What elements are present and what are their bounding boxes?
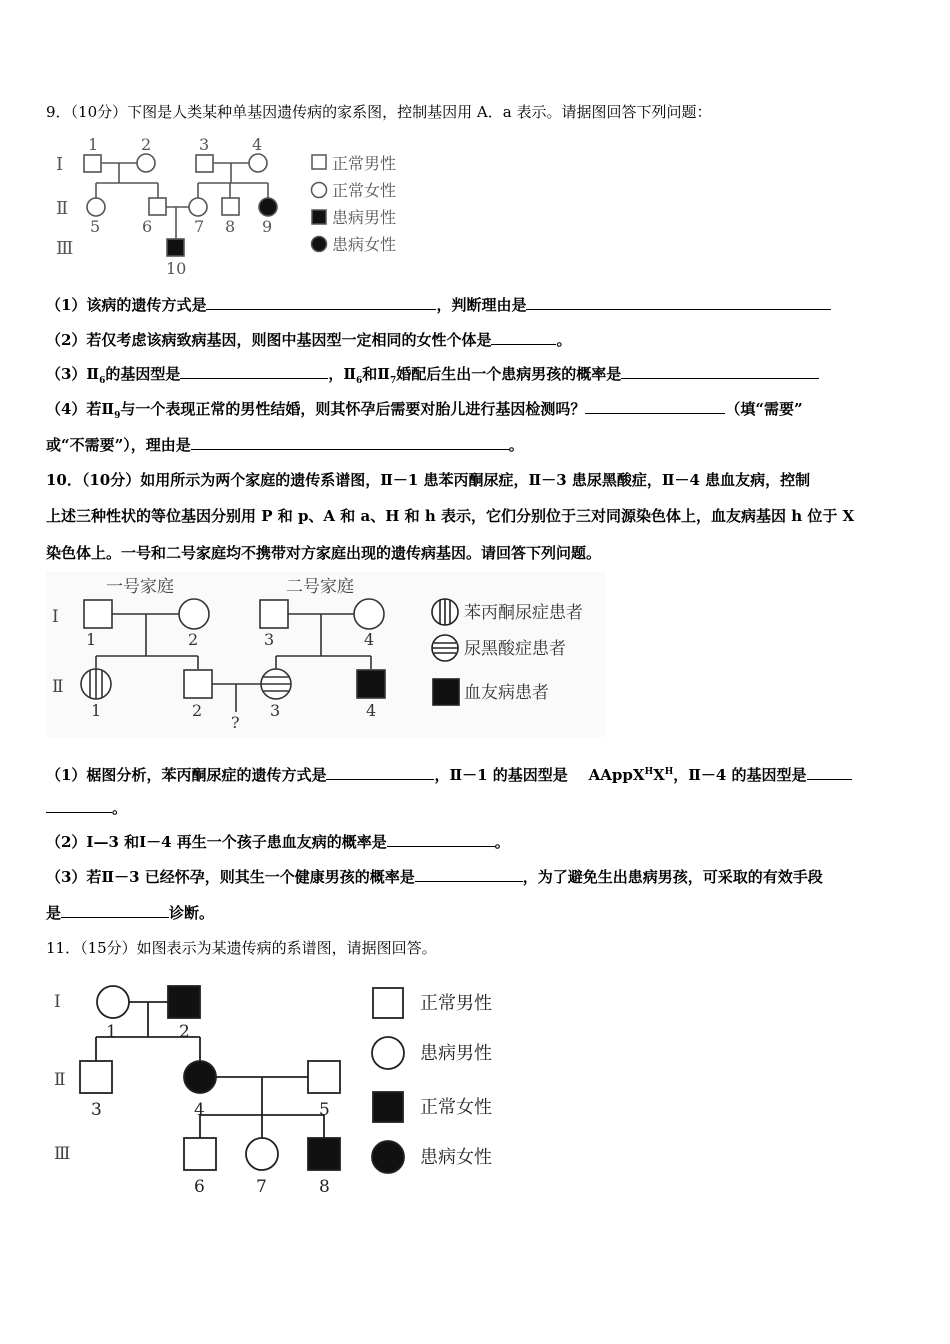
q11-legend-affected-female-icon (372, 1141, 404, 1173)
q10-gen-II: Ⅱ (52, 677, 64, 697)
q9-legend-normal-male-icon (312, 155, 326, 169)
q10-line1: 10．（10分）如用所示为两个家庭的遗传系谱图，Ⅱ－1 患苯丙酮尿症，Ⅱ－3 患尿黑酸症，Ⅱ－4 患血友病，控制 (46, 471, 811, 489)
q11-ind-3 (80, 1061, 112, 1093)
q9-label-1: 1 (88, 135, 99, 154)
q10-label-II-1: 1 (91, 701, 102, 720)
q10-pedigree (46, 572, 606, 737)
q10-label-II-3: 3 (270, 701, 281, 720)
q10-legend-hemophilia-icon (433, 679, 459, 705)
q10-I-2 (179, 599, 209, 629)
q11-gen-I: Ⅰ (54, 992, 61, 1012)
q11-ind-6 (184, 1138, 216, 1170)
q9-sub4-cont: 或“不需要”），理由是 。 (46, 436, 524, 454)
q11-header: 11．（15分）如图表示为某遗传病的系谱图，请据图回答。 (46, 939, 437, 957)
q10-I-3 (260, 600, 288, 628)
q10-sub1: （1）椐图分析，苯丙酮尿症的遗传方式是 ，Ⅱ－1 的基因型是 $AAppX^HX^H$，Ⅱ－4 的基因型是 (46, 762, 852, 785)
q11-gen-III: Ⅲ (54, 1144, 71, 1164)
q11-ind-8 (308, 1138, 340, 1170)
q9-ind-6 (149, 198, 166, 215)
q11-label-4: 4 (194, 1100, 205, 1120)
q9-legend-normal-female-icon (312, 183, 327, 198)
q9-ind-10 (167, 239, 184, 256)
q11-label-5: 5 (319, 1100, 330, 1120)
q10-sub2: （2）Ⅰ—3 和Ⅰ－4 再生一个孩子患血友病的概率是 。 (46, 833, 510, 851)
q11-label-7: 7 (256, 1177, 267, 1197)
q9-legend-affected-female: 患病女性 (332, 235, 397, 254)
q10-legend-hemophilia: 血友病患者 (464, 683, 549, 703)
q9-blank-6[interactable] (585, 399, 725, 414)
q10-II-4 (357, 670, 385, 698)
q11-legend-normal-male: 正常男性 (420, 993, 492, 1014)
q10-family2-title: 二号家庭 (286, 577, 354, 597)
q9-legend-affected-male: 患病男性 (332, 208, 397, 227)
q11-ind-7 (246, 1138, 278, 1170)
q9-ind-4 (249, 154, 267, 172)
q11-legend-affected-female: 患病女性 (420, 1147, 492, 1168)
q9-ind-5 (87, 198, 105, 216)
q9-label-2: 2 (141, 135, 152, 154)
q9-legend-affected-female-icon (312, 237, 327, 252)
q9-sub3: $(3)Ⅱ_6$的基因型是 ，$Ⅱ_6$和$Ⅱ_7$婚配后生出一个患病男孩的概率是 (46, 364, 819, 391)
q9-ind-2 (137, 154, 155, 172)
q9-sub1: （1）该病的遗传方式是 ，判断理由是 (46, 295, 831, 315)
q10-I-4 (354, 599, 384, 629)
q10-II-2 (184, 670, 212, 698)
q9-ind-1 (84, 155, 101, 172)
q11-ind-5 (308, 1061, 340, 1093)
q9-header: 9．（10分）下图是人类某种单基因遗传病的家系图，控制基因用 A．a 表示。请据图回答下列问题： (46, 103, 712, 121)
q11-pedigree (46, 975, 526, 1205)
q10-blank-2[interactable] (807, 765, 852, 780)
q11-label-8: 8 (319, 1177, 330, 1197)
q10-blank-5[interactable] (61, 903, 169, 918)
q10-sub3-cont: 是 诊断。 (46, 904, 215, 922)
q11-label-2: 2 (179, 1022, 190, 1042)
q9-legend-affected-male-icon (312, 210, 326, 224)
q9-legend-normal-male: 正常男性 (332, 154, 397, 173)
q11-label-1: 1 (106, 1022, 117, 1042)
q10-label-II-2: 2 (192, 701, 203, 720)
q10-line2: 上述三种性状的等位基因分别用 P 和 p、A 和 a、H 和 h 表示，它们分别位于三对同源染色体上，血友病基因 h 位于 X (46, 507, 855, 525)
q11-ind-2 (168, 986, 200, 1018)
q11-legend-affected-male-icon (372, 1037, 404, 1069)
q9-ind-8 (222, 198, 239, 215)
q11-legend-normal-female-icon (373, 1092, 403, 1122)
q9-label-10: 10 (166, 259, 187, 278)
q9-ind-9 (259, 198, 277, 216)
q10-blank-1[interactable] (326, 765, 434, 780)
q9-sub4: （4）若$Ⅱ_9$与一个表现正常的男性结婚，则其怀孕后需要对胎儿进行基因检测吗？ （填“需要” (46, 400, 803, 421)
q9-blank-3[interactable] (491, 330, 556, 345)
q9-blank-4[interactable] (180, 364, 328, 379)
q9-blank-1[interactable] (206, 295, 436, 310)
q9-ind-7 (189, 198, 207, 216)
q10-legend-alkaptonuria: 尿黑酸症患者 (464, 639, 566, 659)
q11-gen-II: Ⅱ (54, 1070, 66, 1090)
q10-legend-pku: 苯丙酮尿症患者 (464, 603, 583, 623)
q9-label-5: 5 (90, 217, 101, 236)
q9-gen-III: Ⅲ (56, 238, 74, 259)
q11-legend-normal-male-icon (373, 988, 403, 1018)
q9-legend-normal-female: 正常女性 (332, 181, 397, 200)
q11-legend-normal-female: 正常女性 (420, 1097, 492, 1118)
q10-I-1 (84, 600, 112, 628)
q9-blank-5[interactable] (621, 364, 819, 379)
q9-label-3: 3 (199, 135, 210, 154)
q9-gen-II: Ⅱ (56, 198, 69, 219)
q10-label-I-1: 1 (86, 630, 97, 649)
q9-pedigree (46, 132, 446, 282)
q11-ind-4 (184, 1061, 216, 1093)
q10-blank-3[interactable] (387, 832, 495, 847)
q10-line3: 染色体上。一号和二号家庭均不携带对方家庭出现的遗传病基因。请回答下列问题。 (46, 544, 602, 562)
q11-label-3: 3 (91, 1100, 102, 1120)
q10-label-II-4: 4 (366, 701, 377, 720)
q10-label-I-4: 4 (364, 630, 375, 649)
q9-sub2: （2）若仅考虑该病致病基因，则图中基因型一定相同的女性个体是 。 (46, 331, 572, 349)
q10-blank-2b[interactable] (46, 798, 112, 813)
q11-legend-affected-male: 患病男性 (420, 1043, 492, 1064)
q9-label-7: 7 (194, 217, 205, 236)
q9-label-6: 6 (142, 217, 153, 236)
q9-label-8: 8 (225, 217, 236, 236)
q10-unknown-child: ? (231, 713, 240, 732)
q10-blank-4[interactable] (415, 867, 523, 882)
q10-label-I-3: 3 (264, 630, 275, 649)
q10-sub3: （3）若Ⅱ－3 已经怀孕，则其生一个健康男孩的概率是 ，为了避免生出患病男孩，可采取的有效手段 (46, 868, 823, 886)
q9-blank-7[interactable] (191, 435, 509, 450)
q9-label-9: 9 (262, 217, 273, 236)
q10-family1-title: 一号家庭 (106, 577, 174, 597)
q10-gen-I: Ⅰ (52, 607, 59, 627)
q9-blank-2[interactable] (526, 295, 831, 310)
q10-label-I-2: 2 (188, 630, 199, 649)
q11-label-6: 6 (194, 1177, 205, 1197)
q11-ind-1 (97, 986, 129, 1018)
q9-label-4: 4 (252, 135, 263, 154)
q9-ind-3 (196, 155, 213, 172)
q10-sub1-cont: 。 (46, 798, 127, 818)
q9-gen-I: Ⅰ (56, 154, 64, 175)
